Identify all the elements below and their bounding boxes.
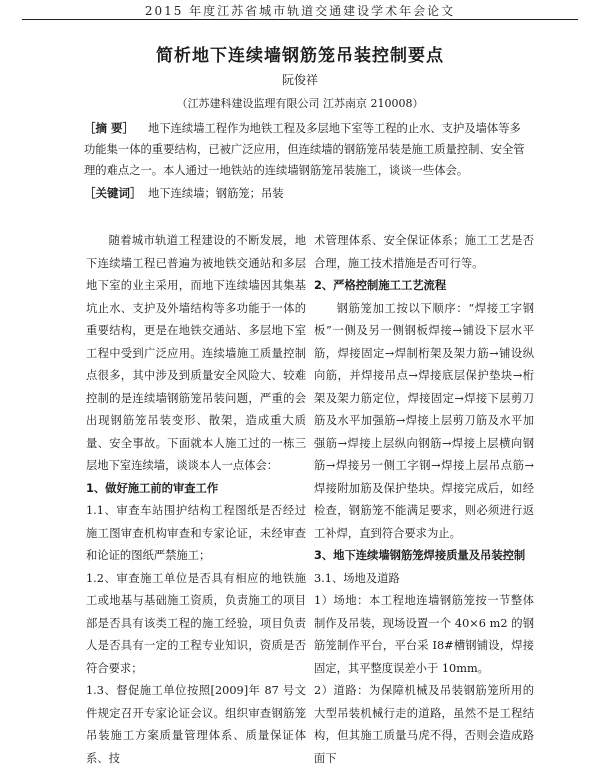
item-1-3: 1.3、督促施工单位按照[2009]年 87 号文件规定召开专家论证会议。组织审查钢筋笼吊装施工方案质量管理体系、质量保证体系、技: [86, 684, 306, 765]
item-site: 1）场地：本工程地连墙钢筋笼按一节整体制作及吊装，现场设置一个 40×6 m2 的钢筋笼制作平台，平台采 I8#槽钢铺设，焊接固定，其平整度误差小于 10mm。: [314, 594, 534, 675]
left-column: [86, 230, 306, 770]
section-heading-2: 2、严格控制施工工艺流程: [314, 279, 447, 292]
item-road: 2）道路：为保障机械及吊装钢筋笼所用的大型吊装机械行走的道路，虽然不是工程结构，但其施工质量马虎不得，否则会造成路面下: [314, 684, 534, 765]
intro-paragraph: 随着城市轨道工程建设的不断发展，地下连续墙工程已普遍为被地铁交通站和多层地下室的业主采用，而地下连续墙因其集基坑止水、支护及外墙结构等多功能于一体的重要结构，更是在地铁交通站、多层地下室工程中受到广泛应用。连续墙施工质量控制点很多，其中涉及到质量安全风险大、较难控制的是连续墙钢筋笼吊装问题，严重的会出现钢筋笼吊装变形、散架，造成重大质量、安全事故。下面就本人施工过的一栋三层地下室连续墙，谈谈本人一点体会：: [86, 234, 306, 472]
author: 阮俊祥: [281, 73, 318, 87]
item-1-2: 1.2、审查施工单位是否具有相应的地铁施工或地基与基础施工资质，负责施工的项目部是否具有该类工程的施工经验，项目负责人是否具有一定的工程专业知识，资质是否符合要求；: [86, 571, 306, 675]
paper-title: 简析地下连续墙钢筋笼吊装控制要点: [156, 46, 444, 66]
keywords: [84, 183, 532, 204]
item-1-1: 1.1、审查车站围护结构工程图纸是否经过施工图审查机构审查和专家论证，未经审查和论证的图纸严禁施工；: [86, 504, 306, 562]
subsection-3-1: 3.1、场地及道路: [314, 571, 400, 585]
affiliation: （江苏建科建设监理有限公司 江苏南京 210008）: [176, 97, 424, 110]
process-paragraph: 钢筋笼加工按以下顺序：“焊接工字钢板”一侧及另一侧钢板焊接→铺设下层水平筋，焊接固定→焊制桁架及架力筋→铺设纵向筋，并焊接吊点→焊接底层保护垫块→桁架及架力筋定位，焊接固定→焊接下层剪刀筋及水平加强筋→焊接上层剪刀筋及水平加强筋→焊接上层纵向钢筋→焊接上层横向钢筋→焊接另一侧工字钢→焊接上层吊点筋→焊接附加筋及保护垫块。焊接完成后，如经检查，钢筋笼不能满足要求，则必须进行返工补焊，直到符合要求为止。: [314, 301, 534, 540]
keywords-text: 地下连续墙；钢筋笼；吊装: [148, 187, 284, 200]
abstract-text: 地下连续墙工程作为地铁工程及多层地下室等工程的止水、支护及墙体等多功能集一体的重要结构，已被广泛应用，但连续墙的钢筋笼吊装是施工质量控制、安全管理的难点之一。本人通过一地铁站的连续墙钢筋笼吊装施工，谈谈一些体会。: [84, 122, 525, 177]
header-rule: [22, 19, 578, 20]
keywords-label: ［关键词］: [84, 186, 142, 200]
right-column: [314, 230, 534, 770]
section-heading-1: 1、做好施工前的审查工作: [86, 481, 219, 495]
abstract: [84, 118, 532, 181]
abstract-label: ［摘 要］: [84, 121, 135, 135]
running-head: 2015 年度江苏省城市轨道交通建设学术年会论文: [144, 4, 456, 18]
continuation-paragraph: 术管理体系、安全保证体系；施工工艺是否合理，施工技术措施是否可行等。: [314, 234, 534, 270]
section-heading-3: 3、地下连续墙钢筋笼焊接质量及吊装控制: [314, 549, 526, 562]
